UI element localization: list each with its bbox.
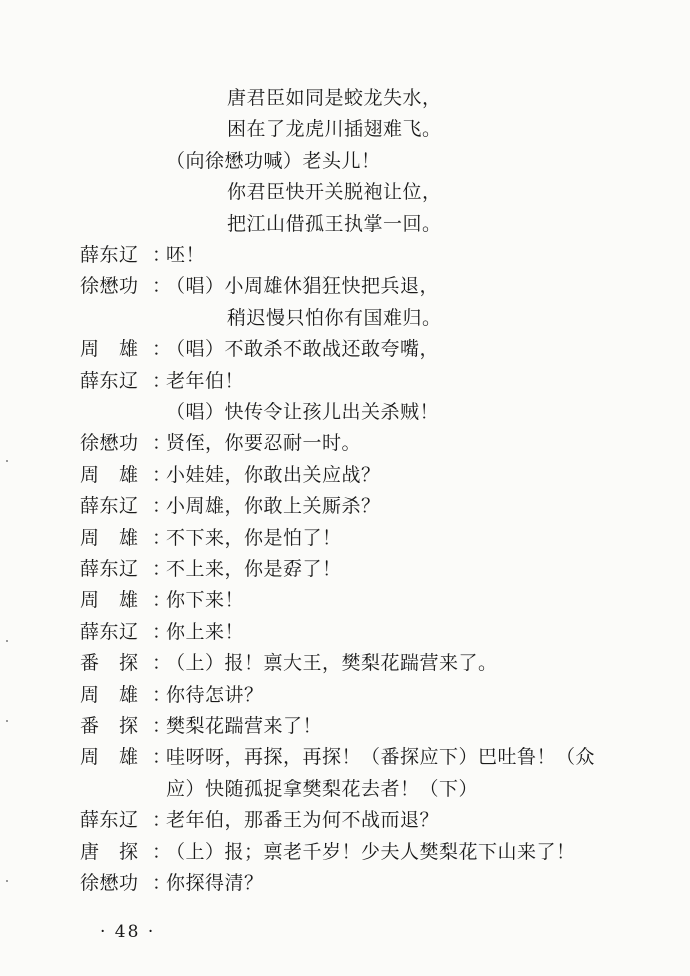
speaker-name: 周 雄: [80, 527, 139, 549]
speaker-colon: ：: [152, 432, 172, 454]
speaker-name: 唐 探: [80, 841, 139, 863]
dialogue-text: （唱）不敢杀不敢战还敢夸嘴，: [166, 338, 440, 360]
speaker-colon: ：: [152, 527, 172, 549]
speaker-name: 周 雄: [80, 746, 139, 768]
speaker-name: 薛东辽: [80, 495, 139, 517]
verse-line: 稍迟慢只怕你有国难归。: [227, 307, 442, 329]
verse-line: 困在了龙虎川插翅难飞。: [227, 118, 442, 140]
speaker-colon: ：: [152, 621, 172, 643]
dialogue-text: 你下来！: [166, 589, 245, 611]
speaker-colon: ：: [152, 872, 172, 894]
dialogue-text: 贤侄，你要忍耐一时。: [166, 432, 362, 454]
speaker-name: 周 雄: [80, 589, 139, 611]
verse-line: 应）快随孤捉拿樊梨花去者！（下）: [166, 778, 479, 800]
speaker-colon: ：: [152, 589, 172, 611]
speaker-name: 周 雄: [80, 684, 139, 706]
verse-line: 把江山借孤王执掌一回。: [227, 213, 442, 235]
speaker-name: 薛东辽: [80, 370, 139, 392]
speaker-name: 周 雄: [80, 338, 139, 360]
speaker-name: 徐懋功: [80, 275, 139, 297]
stage-direction-line: （向徐懋功喊）老头儿！: [166, 150, 381, 172]
stage-direction-line: （唱）快传令让孩儿出关杀贼！: [166, 401, 440, 423]
speaker-colon: ：: [152, 464, 172, 486]
speaker-colon: ：: [152, 275, 172, 297]
speaker-name: 徐懋功: [80, 872, 139, 894]
speaker-colon: ：: [152, 809, 172, 831]
dialogue-text: （上）报；禀老千岁！少夫人樊梨花下山来了！: [166, 841, 576, 863]
speaker-name: 薛东辽: [80, 809, 139, 831]
scan-speck: [6, 720, 8, 722]
speaker-name: 薛东辽: [80, 558, 139, 580]
verse-line: 唐君臣如同是蛟龙失水，: [227, 87, 442, 109]
speaker-name: 薛东辽: [80, 244, 139, 266]
speaker-name: 薛东辽: [80, 621, 139, 643]
speaker-name: 番 探: [80, 652, 139, 674]
dialogue-text: 樊梨花踹营来了！: [166, 715, 323, 737]
scan-speck: [6, 880, 8, 882]
dialogue-text: 你探得清？: [166, 872, 264, 894]
speaker-colon: ：: [152, 558, 172, 580]
speaker-colon: ：: [152, 370, 172, 392]
speaker-colon: ：: [152, 684, 172, 706]
speaker-colon: ：: [152, 338, 172, 360]
speaker-name: 徐懋功: [80, 432, 139, 454]
dialogue-text: 呸！: [166, 244, 206, 266]
speaker-colon: ：: [152, 746, 172, 768]
speaker-colon: ：: [152, 495, 172, 517]
speaker-colon: ：: [152, 841, 172, 863]
dialogue-text: 老年伯，那番王为何不战而退？: [166, 809, 440, 831]
speaker-name: 周 雄: [80, 464, 139, 486]
dialogue-text: 小周雄，你敢上关厮杀？: [166, 495, 381, 517]
verse-line: 你君臣快开关脱袍让位，: [227, 181, 442, 203]
dialogue-text: 不上来，你是孬了！: [166, 558, 342, 580]
dialogue-text: 老年伯！: [166, 370, 245, 392]
page-number: · 48 ·: [100, 922, 156, 942]
dialogue-text: （唱）小周雄休猖狂快把兵退，: [166, 275, 440, 297]
speaker-colon: ：: [152, 244, 172, 266]
dialogue-text: 不下来，你是怕了！: [166, 527, 342, 549]
dialogue-text: 小娃娃，你敢出关应战？: [166, 464, 381, 486]
scan-speck: [6, 460, 8, 462]
dialogue-text: 哇呀呀，再探，再探！（番探应下）巴吐鲁！（众: [166, 746, 596, 768]
dialogue-text: 你待怎讲？: [166, 684, 264, 706]
dialogue-text: 你上来！: [166, 621, 245, 643]
scan-speck: [6, 640, 8, 642]
speaker-name: 番 探: [80, 715, 139, 737]
speaker-colon: ：: [152, 652, 172, 674]
speaker-colon: ：: [152, 715, 172, 737]
dialogue-text: （上）报！禀大王，樊梨花踹营来了。: [166, 652, 498, 674]
